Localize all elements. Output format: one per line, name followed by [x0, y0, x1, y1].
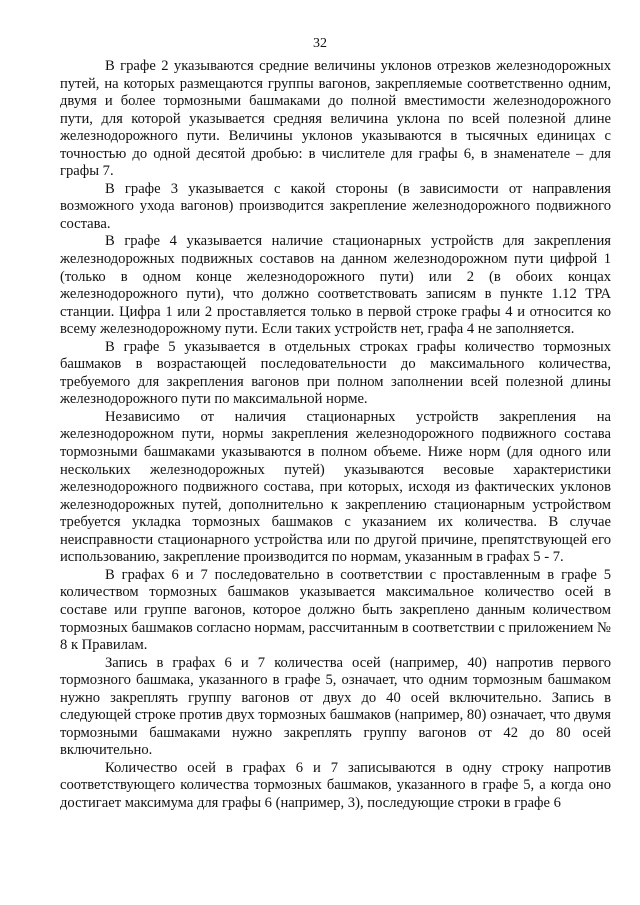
paragraph: Запись в графах 6 и 7 количества осей (например, 40) напротив первого тормозного башмака, указанного в графе 5, означает, что одним тормозным башмаком нужно закреплять группу вагонов от двух до 40 осей включительно. Запись в следующей строке против двух тормозных башмаков (например, 80) означает, что двумя тормозными башмаками нужно закреплять группу вагонов от 42 до 80 осей включительно. [60, 654, 611, 759]
paragraph: В графе 2 указываются средние величины уклонов отрезков железнодорожных путей, на которых размещаются группы вагонов, закрепляемые соответственно одним, двумя и более тормозными башмаками до полной вместимости железнодорожного пути, для которой указывается средняя величина уклона по всей полезной длине железнодорожного пути. Величины уклонов указываются в тысячных единицах с точностью до одной десятой дробью: в числителе для графы 6, в знаменателе – для графы 7. [60, 58, 611, 180]
paragraph: В графе 3 указывается с какой стороны (в зависимости от направления возможного ухода вагонов) производится закрепление железнодорожного подвижного состава. [60, 180, 611, 232]
paragraph: В графе 5 указывается в отдельных строках графы количество тормозных башмаков в возрастающей последовательности до максимального количества, требуемого для закрепления вагонов при полном заполнении всей полезной длины железнодорожного пути по максимальной норме. [60, 338, 611, 408]
page-number: 32 [313, 36, 327, 51]
paragraph: В графах 6 и 7 последовательно в соответствии с проставленным в графе 5 количеством тормозных башмаков указывается максимальное количество осей в составе или группе вагонов, которое должно быть закреплено данным количеством тормозных башмаков согласно нормам, рассчитанным в соответствии с приложением № 8 к Правилам. [60, 566, 611, 654]
body-text [60, 58, 611, 813]
paragraph: Независимо от наличия стационарных устройств закрепления на железнодорожном пути, нормы закрепления железнодорожного подвижного состава тормозными башмаками указываются в полном объеме. Ниже норм (для одного или нескольких железнодорожных путей) указываются весовые характеристики железнодорожного подвижного состава, при которых, исходя из фактических уклонов железнодорожных путей, дополнительно к закреплению стационарным устройством требуется укладка тормозных башмаков с указанием их количества. В случае неисправности стационарного устройства или по другой причине, препятствующей его использованию, закрепление производится по нормам, указанным в графах 5 - 7. [60, 408, 611, 566]
paragraph: В графе 4 указывается наличие стационарных устройств для закрепления железнодорожных подвижных составов на данном железнодорожном пути цифрой 1 (только в одном конце железнодорожного пути) или 2 (в обоих концах железнодорожного пути), что должно соответствовать записям в пункте 1.12 ТРА станции. Цифра 1 или 2 проставляется только в первой строке графы 4 и относится ко всему железнодорожному пути. Если таких устройств нет, графа 4 не заполняется. [60, 233, 611, 338]
paragraph: Количество осей в графах 6 и 7 записываются в одну строку напротив соответствующего количества тормозных башмаков, указанного в графе 5, а когда оно достигает максимума для графы 6 (например, 3), последующие строки в графе 6 [60, 759, 611, 811]
